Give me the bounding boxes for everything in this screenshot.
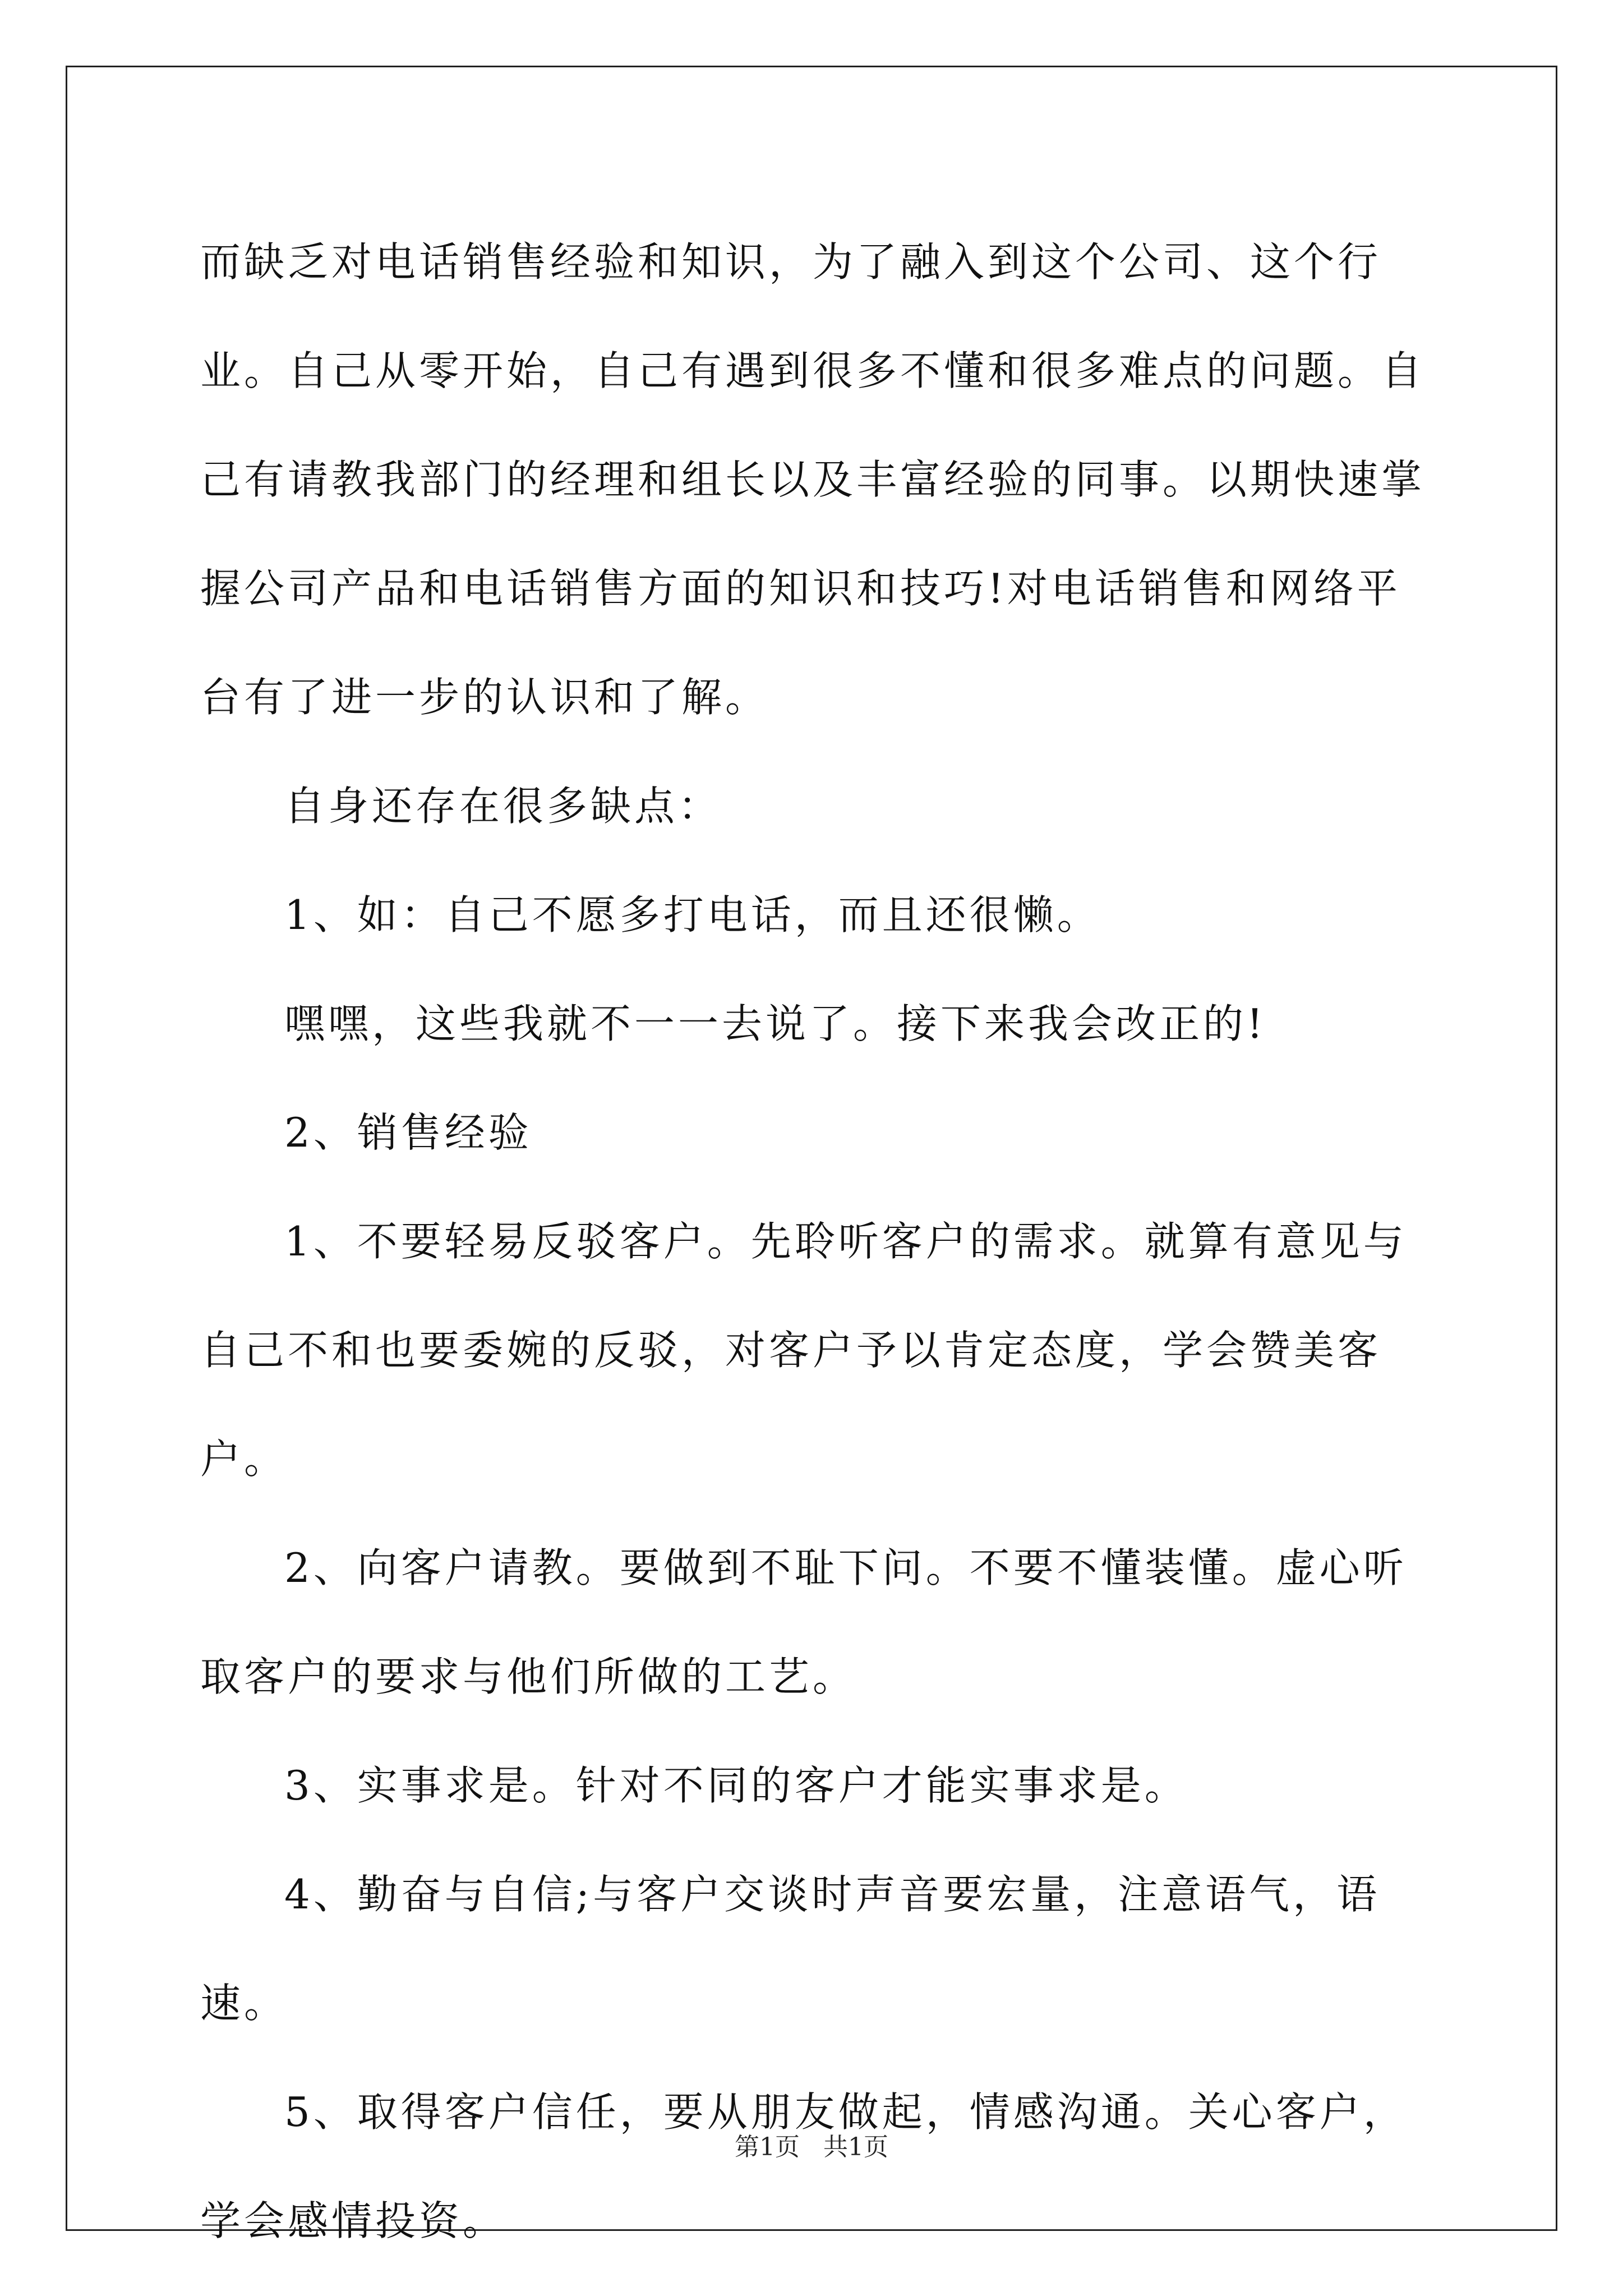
paragraph-tip-1: 1、不要轻易反驳客户。先聆听客户的需求。就算有意见与自己不和也要委婉的反驳，对客户予以肯定态度，学会赞美客户。 [200,1218,1407,1483]
paragraph-remark: 嘿嘿，这些我就不一一去说了。接下来我会改正的! [284,1000,1266,1047]
paragraph-sales-experience-heading: 2、销售经验 [284,1109,532,1156]
paragraph-intro: 而缺乏对电话销售经验和知识，为了融入到这个公司、这个行业。自己从零开始，自己有遇到很多不懂和很多难点的问题。自己有请教我部门的经理和组长以及丰富经验的同事。以期快速掌握公司产品和电话销售方面的知识和技巧!对电话销售和网络平台有了进一步的认识和了解。 [200,238,1426,721]
page-footer [0,2131,1623,2164]
paragraph-shortcomings-heading: 自身还存在很多缺点： [284,783,722,830]
paragraph-tip-3: 3、实事求是。针对不同的客户才能实事求是。 [284,1762,1188,1809]
paragraph-tip-4: 4、勤奋与自信;与客户交谈时声音要宏量，注意语气，语速。 [200,1871,1381,2027]
page-number: 第1页 [735,2133,800,2161]
paragraph-shortcoming-1: 1、如：自己不愿多打电话，而且还很懒。 [284,891,1101,938]
page-total: 共1页 [823,2133,888,2161]
document-body [200,208,1434,2275]
paragraph-tip-5: 5、取得客户信任，要从朋友做起，情感沟通。关心客户，学会感情投资。 [200,2088,1407,2244]
paragraph-tip-2: 2、向客户请教。要做到不耻下问。不要不懂装懂。虚心听取客户的要求与他们所做的工艺。 [200,1544,1407,1700]
